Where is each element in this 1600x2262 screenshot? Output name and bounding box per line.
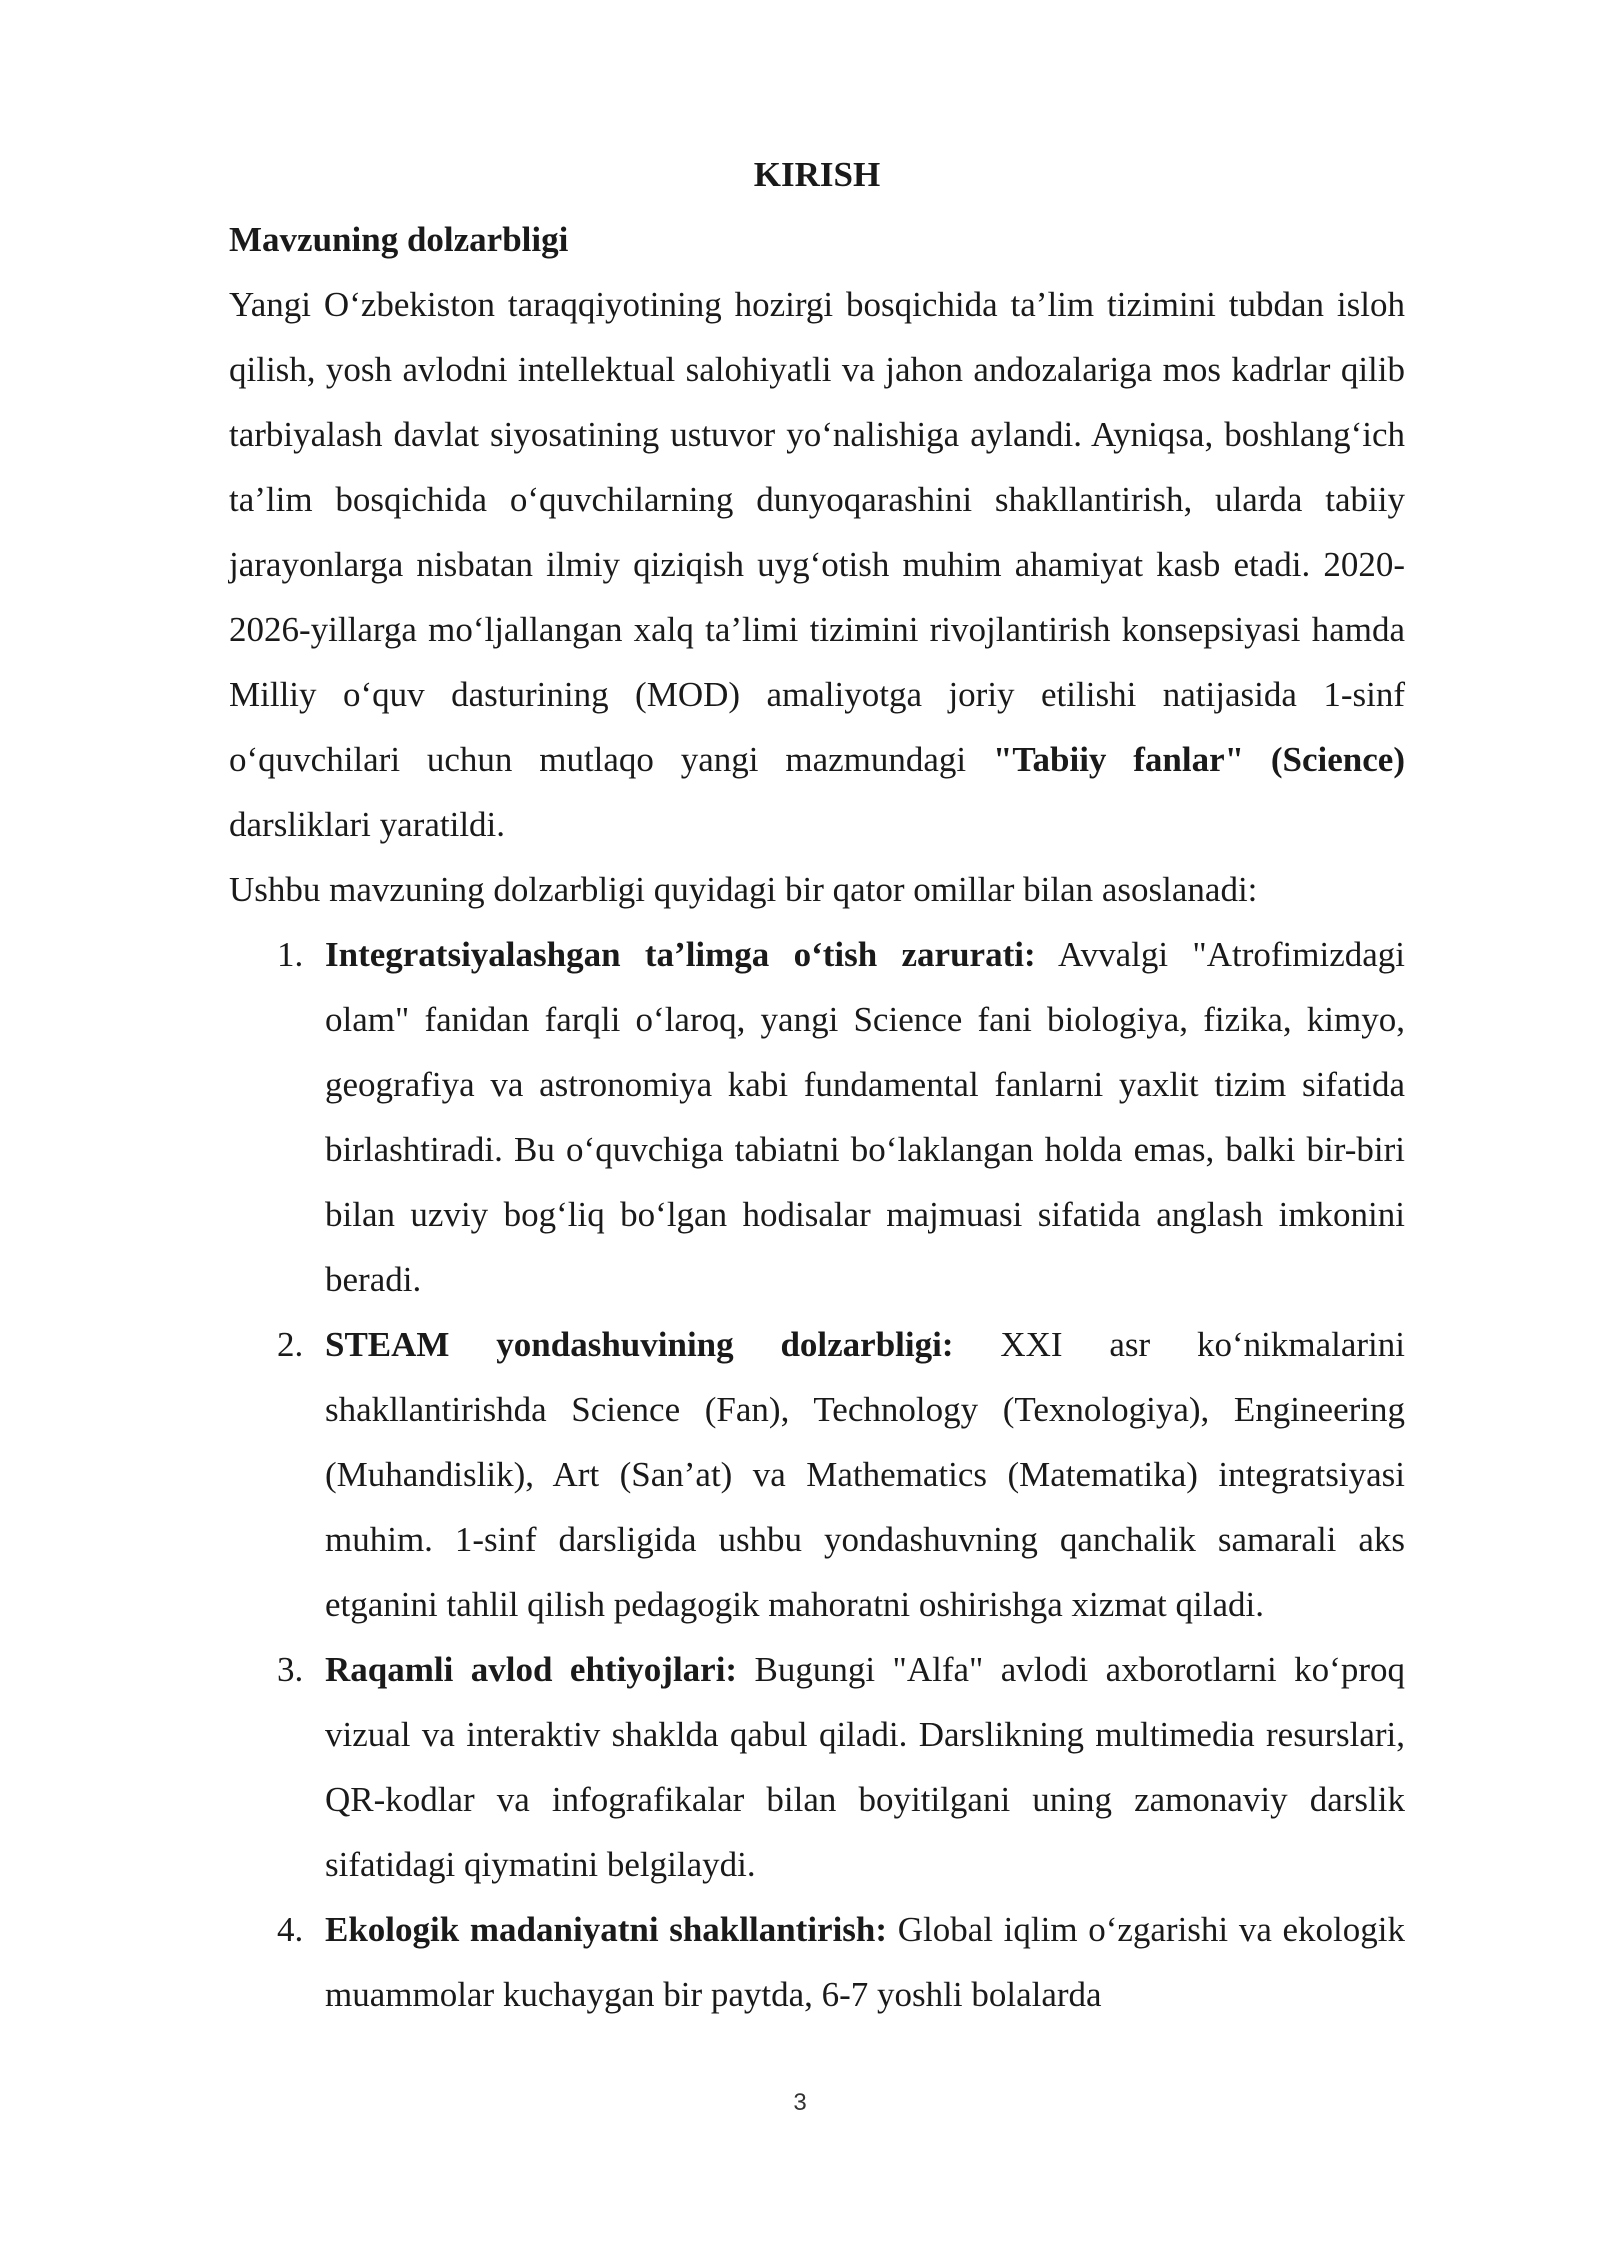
list-item-number: 2. — [277, 1325, 304, 1364]
factors-list — [229, 922, 1405, 2027]
list-item-number: 4. — [277, 1910, 304, 1949]
list-item — [229, 1897, 1405, 2027]
list-item-text: Bugungi "Alfa" avlodi axborotlarni ko‘proq vizual va interaktiv shaklda qabul qiladi. Darslikning multimedia resurslari, QR-kodlar va infografikalar bilan boyitilgani uning zamonaviy darslik sifatidagi qiymatini belgilaydi. — [325, 1650, 1405, 1884]
intro-text: Yangi O‘zbekiston taraqqiyotining hozirgi bosqichida ta’lim tizimini tubdan isloh qilish, yosh avlodni intellektual salohiyatli va jahon andozalariga mos kadrlar qilib tarbiyalash davlat siyosatining ustuvor yo‘nalishiga aylandi. Ayniqsa, boshlang‘ich ta’lim bosqichida o‘quvchilarning dunyoqarashini shakllantirish, ularda tabiiy jarayonlarga nisbatan ilmiy qiziqish uyg‘otish muhim ahamiyat kasb etadi. 2020-2026-yillarga mo‘ljallangan xalq ta’limi tizimini rivojlantirish konsepsiyasi hamda Milliy o‘quv dasturining (MOD) amaliyotga joriy etilishi natijasida 1-sinf o‘quvchilari uchun mutlaqo yangi mazmundagi — [229, 285, 1405, 779]
list-intro: Ushbu mavzuning dolzarbligi quyidagi bir qator omillar bilan asoslanadi: — [229, 870, 1258, 909]
list-item — [229, 1312, 1405, 1637]
list-item — [229, 1637, 1405, 1897]
list-item-number: 3. — [277, 1650, 304, 1689]
intro-text-end: darsliklari yaratildi. — [229, 805, 506, 844]
section-heading: Mavzuning dolzarbligi — [229, 220, 569, 259]
list-item — [229, 922, 1405, 1312]
list-item-number: 1. — [277, 935, 304, 974]
list-item-heading: Ekologik madaniyatni shakllantirish: — [325, 1910, 888, 1949]
intro-paragraph — [229, 272, 1405, 857]
intro-bold-subject: "Tabiiy fanlar" (Science) — [992, 740, 1405, 779]
list-item-text: Avvalgi "Atrofimizdagi olam" fanidan farqli o‘laroq, yangi Science fani biologiya, fizika, kimyo, geografiya va astronomiya kabi fundamental fanlarni yaxlit tizim sifatida birlashtiradi. Bu o‘quvchiga tabiatni bo‘laklangan holda emas, balki bir-biri bilan uzviy bog‘liq bo‘lgan hodisalar majmuasi sifatida anglash imkonini beradi. — [325, 935, 1405, 1299]
page-content — [229, 142, 1405, 2027]
list-item-heading: Raqamli avlod ehtiyojlari: — [325, 1650, 738, 1689]
list-item-text: XXI asr ko‘nikmalarini shakllantirishda Science (Fan), Technology (Texnologiya), Engineering (Muhandislik), Art (San’at) va Mathematics (Matematika) integratsiyasi muhim. 1-sinf darsligida ushbu yondashuvning qanchalik samarali aks etganini tahlil qilish pedagogik mahoratni oshirishga xizmat qiladi. — [325, 1325, 1405, 1624]
page-number: 3 — [793, 2089, 807, 2116]
page-title: KIRISH — [753, 155, 881, 194]
list-item-heading: Integratsiyalashgan ta’limga o‘tish zarurati: — [325, 935, 1036, 974]
list-item-text: Global iqlim o‘zgarishi va ekologik muammolar kuchaygan bir paytda, 6-7 yoshli bolalarda — [325, 1910, 1405, 2014]
list-item-heading: STEAM yondashuvining dolzarbligi: — [325, 1325, 954, 1364]
